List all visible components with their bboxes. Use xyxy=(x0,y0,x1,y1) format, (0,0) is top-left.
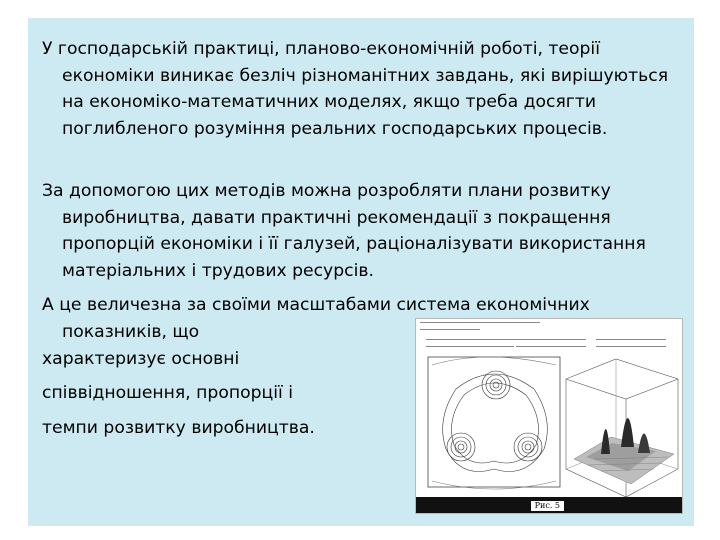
figure-graphics xyxy=(416,319,683,514)
paragraph-economic-practice: У господарській практиці, планово-економічній роботі, теорії економіки виникає безліч різноманітних завдань, які вирішуються на економіко-математичних моделях, якщо треба досягти поглибленого розуміння реальних господарських процесів. xyxy=(42,39,669,139)
surface-mesh xyxy=(574,418,674,484)
contour-plot xyxy=(428,357,560,489)
formula-header xyxy=(420,322,666,347)
paragraph-indicators: А це величезна за своїми масштабами система економічних показників, що xyxy=(42,295,590,342)
figure-caption: Рис. 5 xyxy=(531,501,564,511)
text-line-growth-rates: темпи розвитку виробництва. xyxy=(42,418,315,438)
text-line-ratios: співвідношення, пропорції і xyxy=(42,383,293,403)
text-line-characterizes: характеризує основні xyxy=(42,349,240,369)
paragraph-methods: За допомогою цих методів можна розробляти плани розвитку виробництва, давати практичні рекомендації з покращення пропорцій економіки і її галузей, раціоналізувати використання матеріальних і трудових ресурсів. xyxy=(42,181,646,281)
figure-contour-and-surface-plot xyxy=(415,318,683,514)
